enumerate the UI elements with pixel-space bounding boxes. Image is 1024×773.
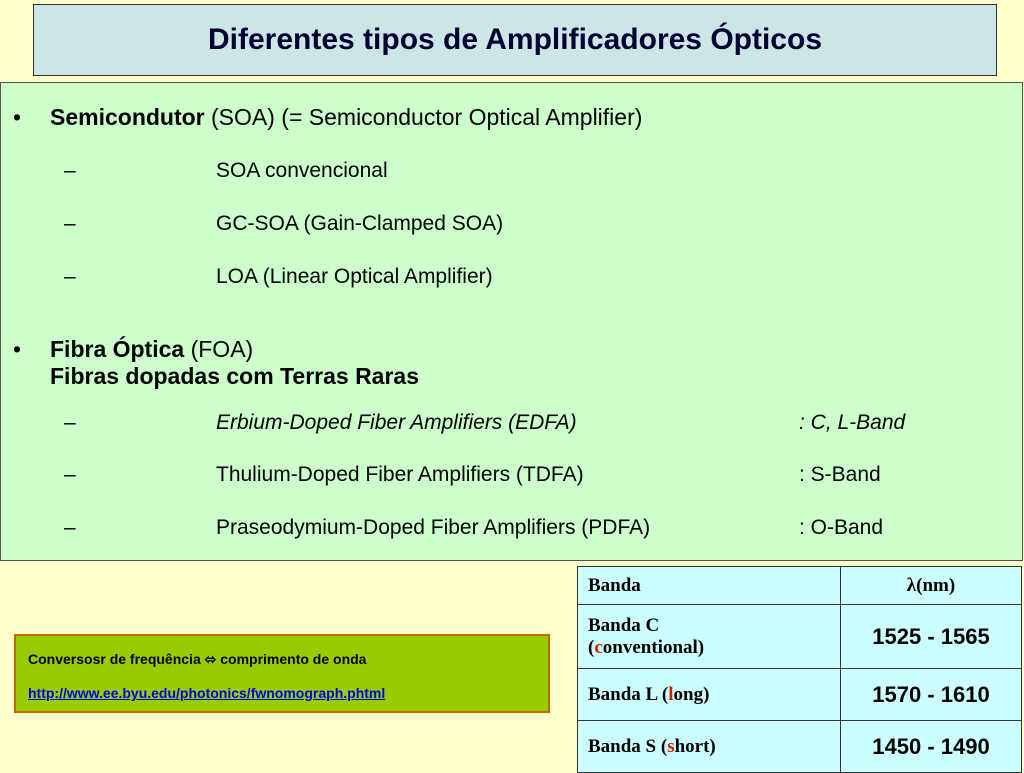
list-item-label: SOA convencional <box>216 159 388 182</box>
table-header-cell: λ(nm) <box>841 567 1022 605</box>
list-item-label: GC-SOA (Gain-Clamped SOA) <box>216 212 504 235</box>
bullet-dot: • <box>13 336 22 362</box>
list-item-label: LOA (Linear Optical Amplifier) <box>216 265 493 288</box>
bands-table <box>577 566 1022 773</box>
bullet-soa-rest: (SOA) (= Semiconductor Optical Amplifier) <box>204 104 643 130</box>
content-box: • Semicondutor (SOA) (= Semiconductor Optical Amplifier) – SOA convencional – GC-SOA (Gain-Clamped SOA) – LOA (Linear Optical Amplifier) • Fibra Óptica (FOA) Fibras dopadas com Terras Raras – Erbium-Doped Fiber Amplifiers (EDFA) : C, L-Band – Thulium-Doped Fiber Amplifiers (TDFA) : S-Band – Praseodymium-Doped Fiber Amplifiers (PDFA) : O-Band <box>0 82 1023 561</box>
table-row <box>578 605 1022 669</box>
list-item-band: : S-Band <box>799 463 881 486</box>
converter-link[interactable]: http://www.ee.byu.edu/photonics/fwnomograph.phtml <box>28 685 386 701</box>
converter-box <box>14 634 550 713</box>
converter-text: Conversosr de frequência ⬄ comprimento de onda <box>28 651 367 667</box>
list-item-band: : C, L-Band <box>799 411 906 434</box>
list-item-label: Erbium-Doped Fiber Amplifiers (EDFA) <box>216 411 577 434</box>
bullet-soa-bold: Semicondutor <box>50 104 205 130</box>
table-cell-band: Banda L (long) <box>578 669 841 721</box>
table-row <box>578 721 1022 773</box>
bullet-foa-rest: (FOA) <box>184 336 254 362</box>
table-header-row <box>578 567 1022 605</box>
list-item-label: Praseodymium-Doped Fiber Amplifiers (PDFA) <box>216 516 651 539</box>
table-row <box>578 669 1022 721</box>
bullet-foa-bold: Fibra Óptica <box>50 336 185 362</box>
bullet-foa-line2-text: Fibras dopadas com Terras Raras <box>50 363 419 389</box>
bullet-dot: • <box>13 104 22 130</box>
page-title: Diferentes tipos de Amplificadores Ópticos <box>207 23 823 56</box>
list-item-band: : O-Band <box>799 516 884 539</box>
table-header-cell: Banda <box>578 567 841 605</box>
table-cell-value: 1525 - 1565 <box>841 605 1022 669</box>
table-cell-band: Banda C (conventional) <box>578 605 841 669</box>
table-cell-value: 1450 - 1490 <box>841 721 1022 773</box>
table-cell-band: Banda S (short) <box>578 721 841 773</box>
list-item-label: Thulium-Doped Fiber Amplifiers (TDFA) <box>216 463 584 486</box>
title-box <box>33 4 997 76</box>
table-cell-value: 1570 - 1610 <box>841 669 1022 721</box>
